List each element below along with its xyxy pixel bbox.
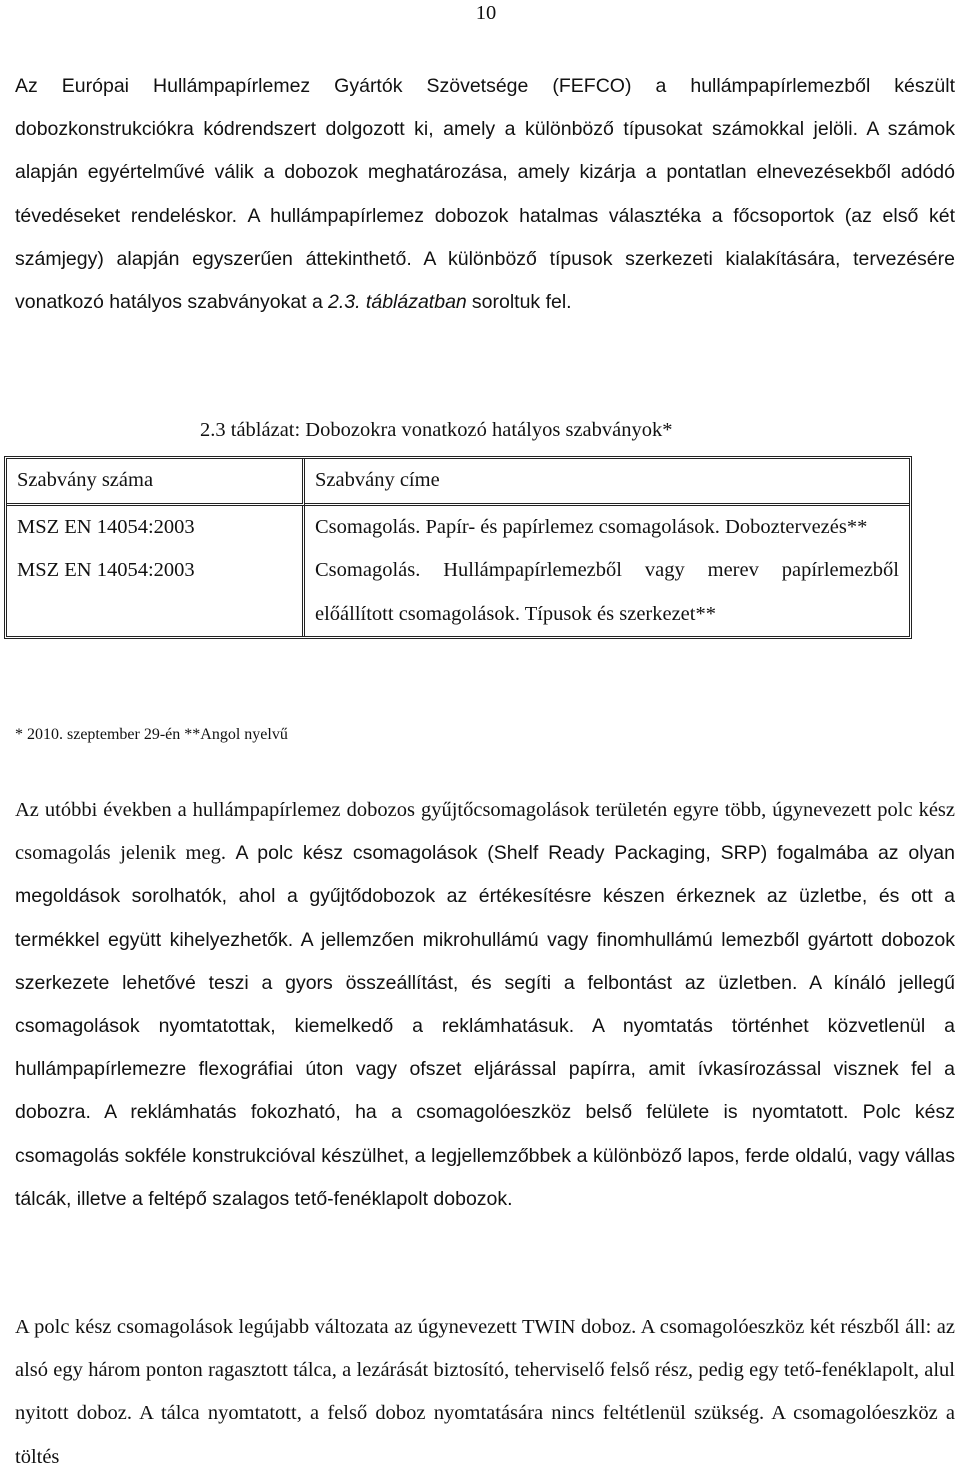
table-reference: 2.3. táblázatban [327,291,467,314]
standard-number-cell: MSZ EN 14054:2003 [7,549,305,636]
header-standard-number: Szabvány száma [7,459,305,506]
srp-sentence-rest: A polc kész csomagolások (Shelf Ready Packaging, SRP) fogalmába az olyan megoldások sorolhatók, ahol a gyűjtődobozok az értékesítésre készen érkeznek az üzletbe, és ott a termékkel együtt kihelyezhetők. A jellemzően mikrohullámú vagy finomhullámú lemezből gyártott dobozok szerkezete lehetővé teszi a gyors összeállítást, és segíti a felbontást az üzletben. A kínáló jellegű csomagolások nyomtatottak, kiemelkedő a reklámhatásuk. A nyomtatás történhet közvetlenül a hullámpapírlemezre flexográfiai úton vagy ofszet eljárással papírra, amit ívkasírozással visznek fel a dobozra. A reklámhatás fokozható, ha a csomagolóeszköz belső felülete is nyomtatott. Polc kész csomagolás sokféle konstrukcióval készülhet, a legjellemzőbbek a különböző lapos, ferde oldalú, vagy vállas tálcák, illetve a feltépő szalagos tető-fenéklapolt dobozok. [15,842,955,1210]
srp-paragraph [15,789,955,1221]
table-row [7,506,909,550]
standard-title-cell: Csomagolás. Hullámpapírlemezből vagy merev papírlemezből előállított csomagolások. Típusok és szerkezet** [315,559,899,625]
intro-paragraph [15,65,955,324]
standards-table [4,456,912,639]
table-row [7,549,909,636]
table-footnote: * 2010. szeptember 29-én **Angol nyelvű [15,726,288,743]
intro-sentence-2: A hullámpapírlemez dobozok hatalmas választéka a főcsoportok (az első két számjegy) alapján egyszerűen áttekinthető. A különböző típusok szerkezeti kialakítására, tervezésére vonatkozó hatályos szabványokat a [15,204,955,314]
standard-number-cell: MSZ EN 14054:2003 [7,506,305,550]
intro-sentence-end: soroltuk fel. [471,291,572,314]
intro-sentence-1: Az Európai Hullámpapírlemez Gyártók Szövetsége (FEFCO) a hullámpapírlemezből készült dobozkonstrukciókra kódrendszert dolgozott ki, amely a különböző típusokat számokkal jelöli. A számok alapján egyértelművé válik a dobozok meghatározása, amely kizárja a pontatlan elnevezésekből adódó tévedéseket rendeléskor. [15,75,955,227]
table-caption: 2.3 táblázat: Dobozokra vonatkozó hatályos szabványok* [200,419,673,441]
header-standard-title: Szabvány címe [305,459,909,506]
table-header-row [7,459,909,506]
srp-sentence-1: Az utóbbi években a hullámpapírlemez dobozos gyűjtőcsomagolások területén egyre több, úgynevezett polc kész csomagolás jelenik meg. [15,799,955,865]
standard-title-cell: Csomagolás. Papír- és papírlemez csomagolások. Doboztervezés** [315,515,868,538]
twin-paragraph: A polc kész csomagolások legújabb változata az úgynevezett TWIN doboz. A csomagolóeszköz két részből áll: az alsó egy három ponton ragasztott tálca, a lezárását biztosító, teherviselő felső rész, pedig egy tető-fenéklapolt, alul nyitott doboz. A tálca nyomtatott, a felső doboz nyomtatására nincs feltétlenül szükség. A csomagolóeszköz a töltés [15,1316,955,1468]
page-number: 10 [475,2,497,24]
